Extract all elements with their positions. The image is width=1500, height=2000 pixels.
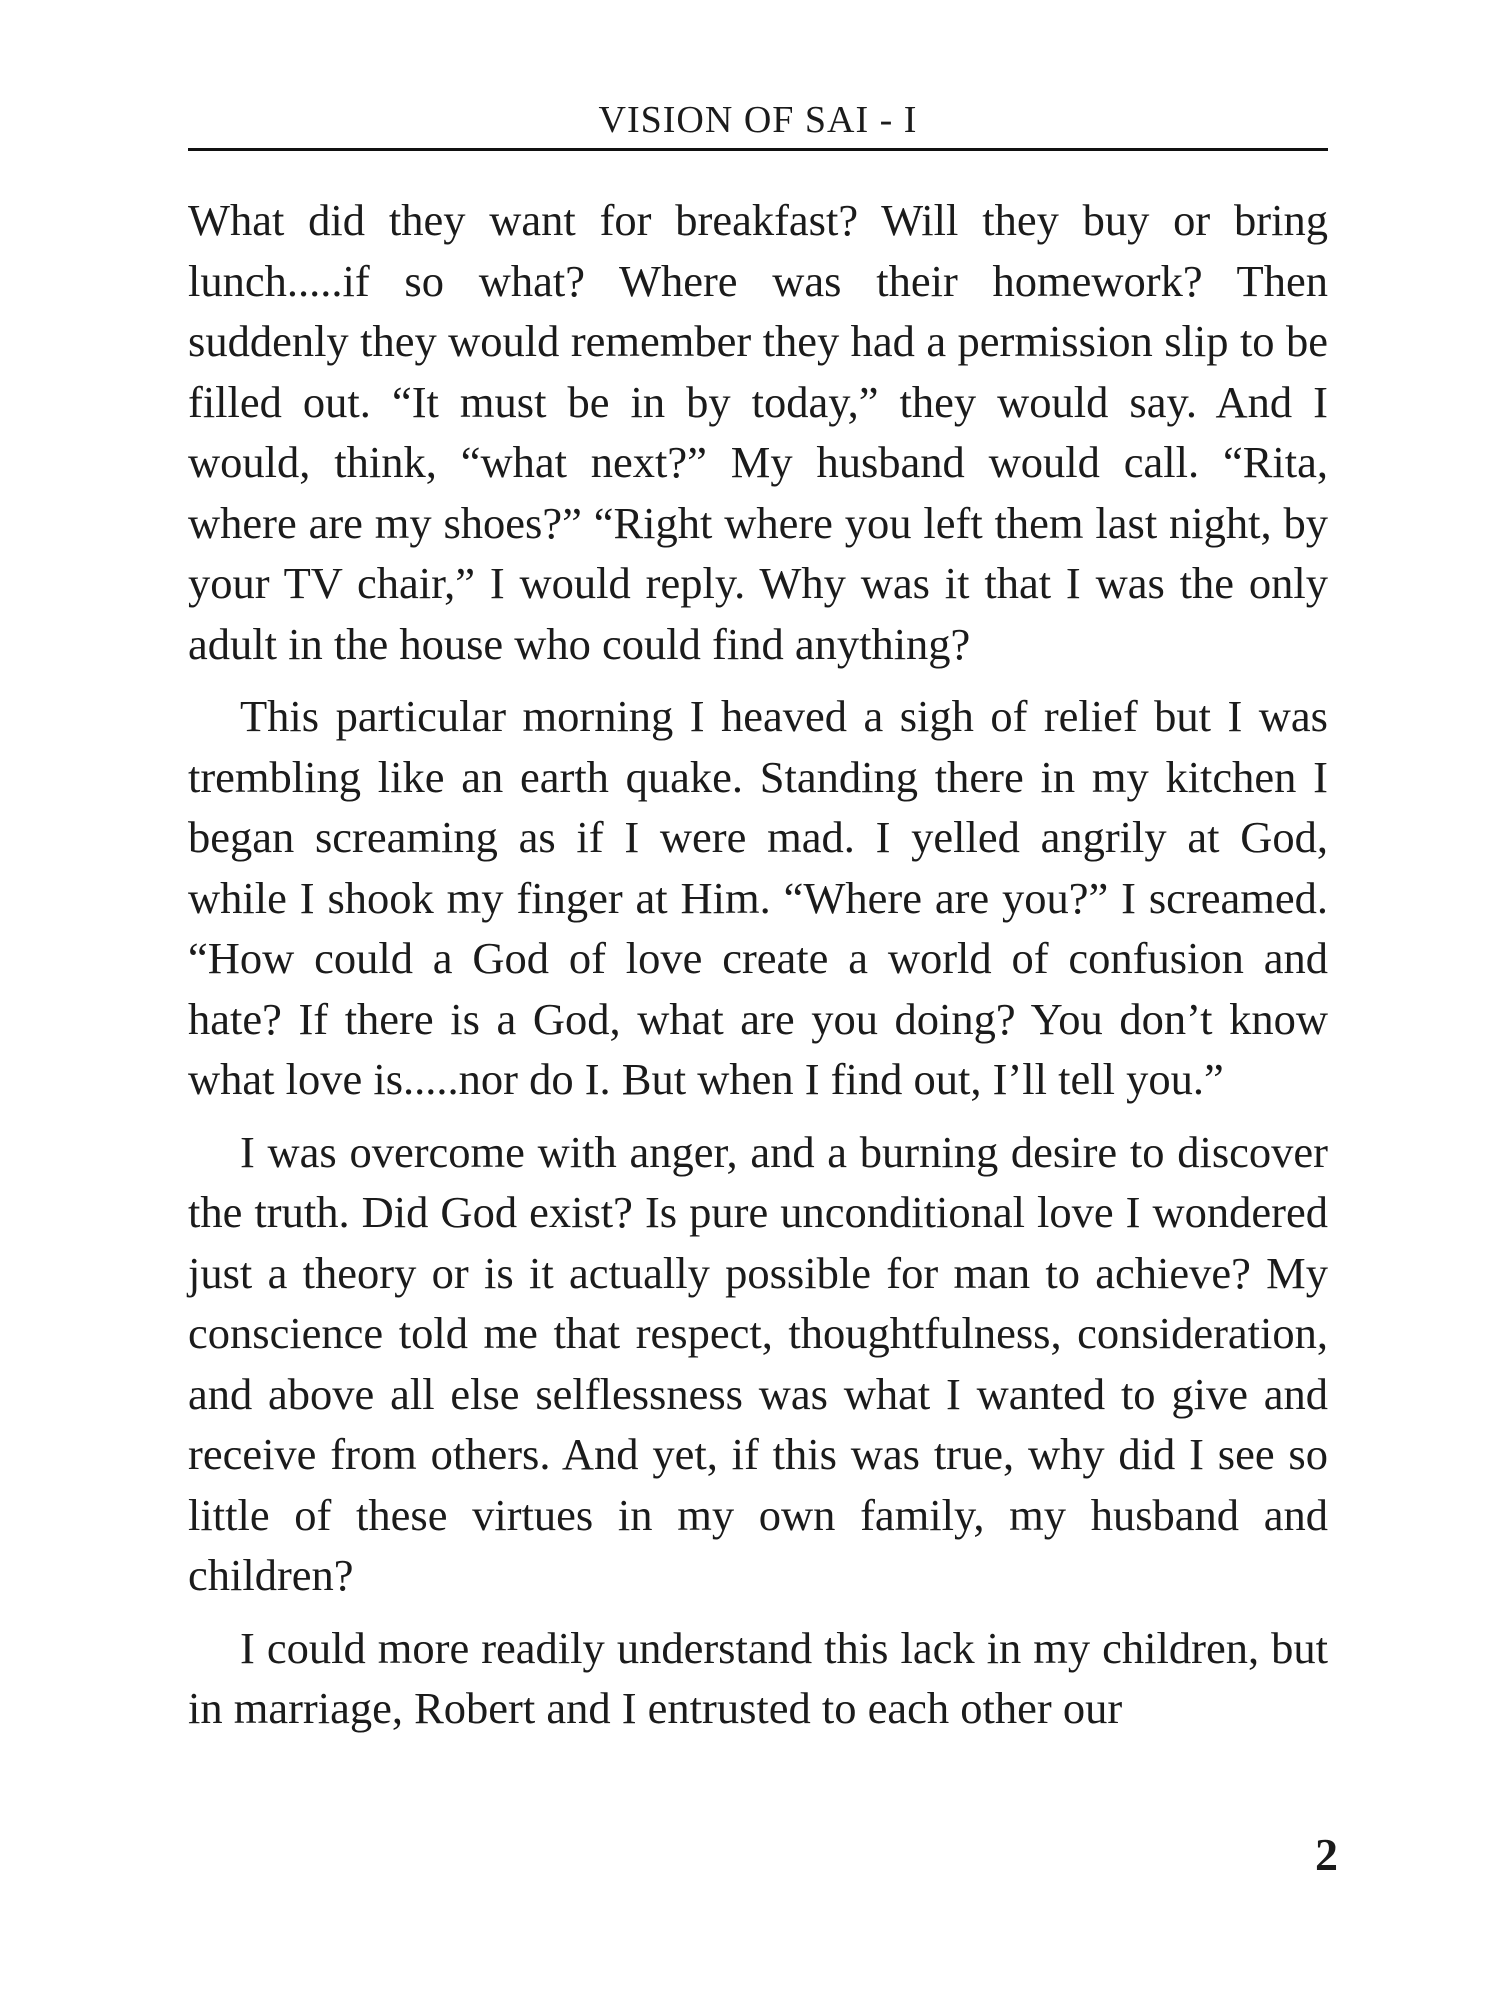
paragraph-2: This particular morning I heaved a sigh of relief but I was trembling like an earth quake. Standing there in my kitchen I began screaming as if I were mad. I yelled angrily at God, while I shook my finger at Him. “Where are you?” I screamed. “How could a God of love create a world of confusion and hate? If there is a God, what are you doing? You don’t know what love is.....nor do I. But when I find out, I’ll tell you.” (188, 691, 1328, 1104)
running-header-title: VISION OF SAI - I (598, 99, 918, 141)
header-divider (188, 148, 1328, 151)
body-text (188, 190, 1328, 1739)
paragraph-3: I was overcome with anger, and a burning desire to discover the truth. Did God exist? Is pure unconditional love I wondered just a theory or is it actually possible for man to achieve? My conscience told me that respect, thoughtfulness, consideration, and above all else selflessness was what I wanted to give and receive from others. And yet, if this was true, why did I see so little of these virtues in my own family, my husband and children? (188, 1126, 1328, 1600)
paragraph-4: I could more readily understand this lack in my children, but in marriage, Robert and I entrusted to each other our (188, 1622, 1328, 1733)
paragraph-1: What did they want for breakfast? Will they buy or bring lunch.....if so what? Where was their homework? Then suddenly they would remember they had a permission slip to be filled out. “It must be in by today,” they would say. And I would, think, “what next?” My husband would call. “Rita, where are my shoes?” “Right where you left them last night, by your TV chair,” I would reply. Why was it that I was the only adult in the house who could find anything? (188, 195, 1328, 669)
page-number: 2 (1315, 1829, 1338, 1880)
